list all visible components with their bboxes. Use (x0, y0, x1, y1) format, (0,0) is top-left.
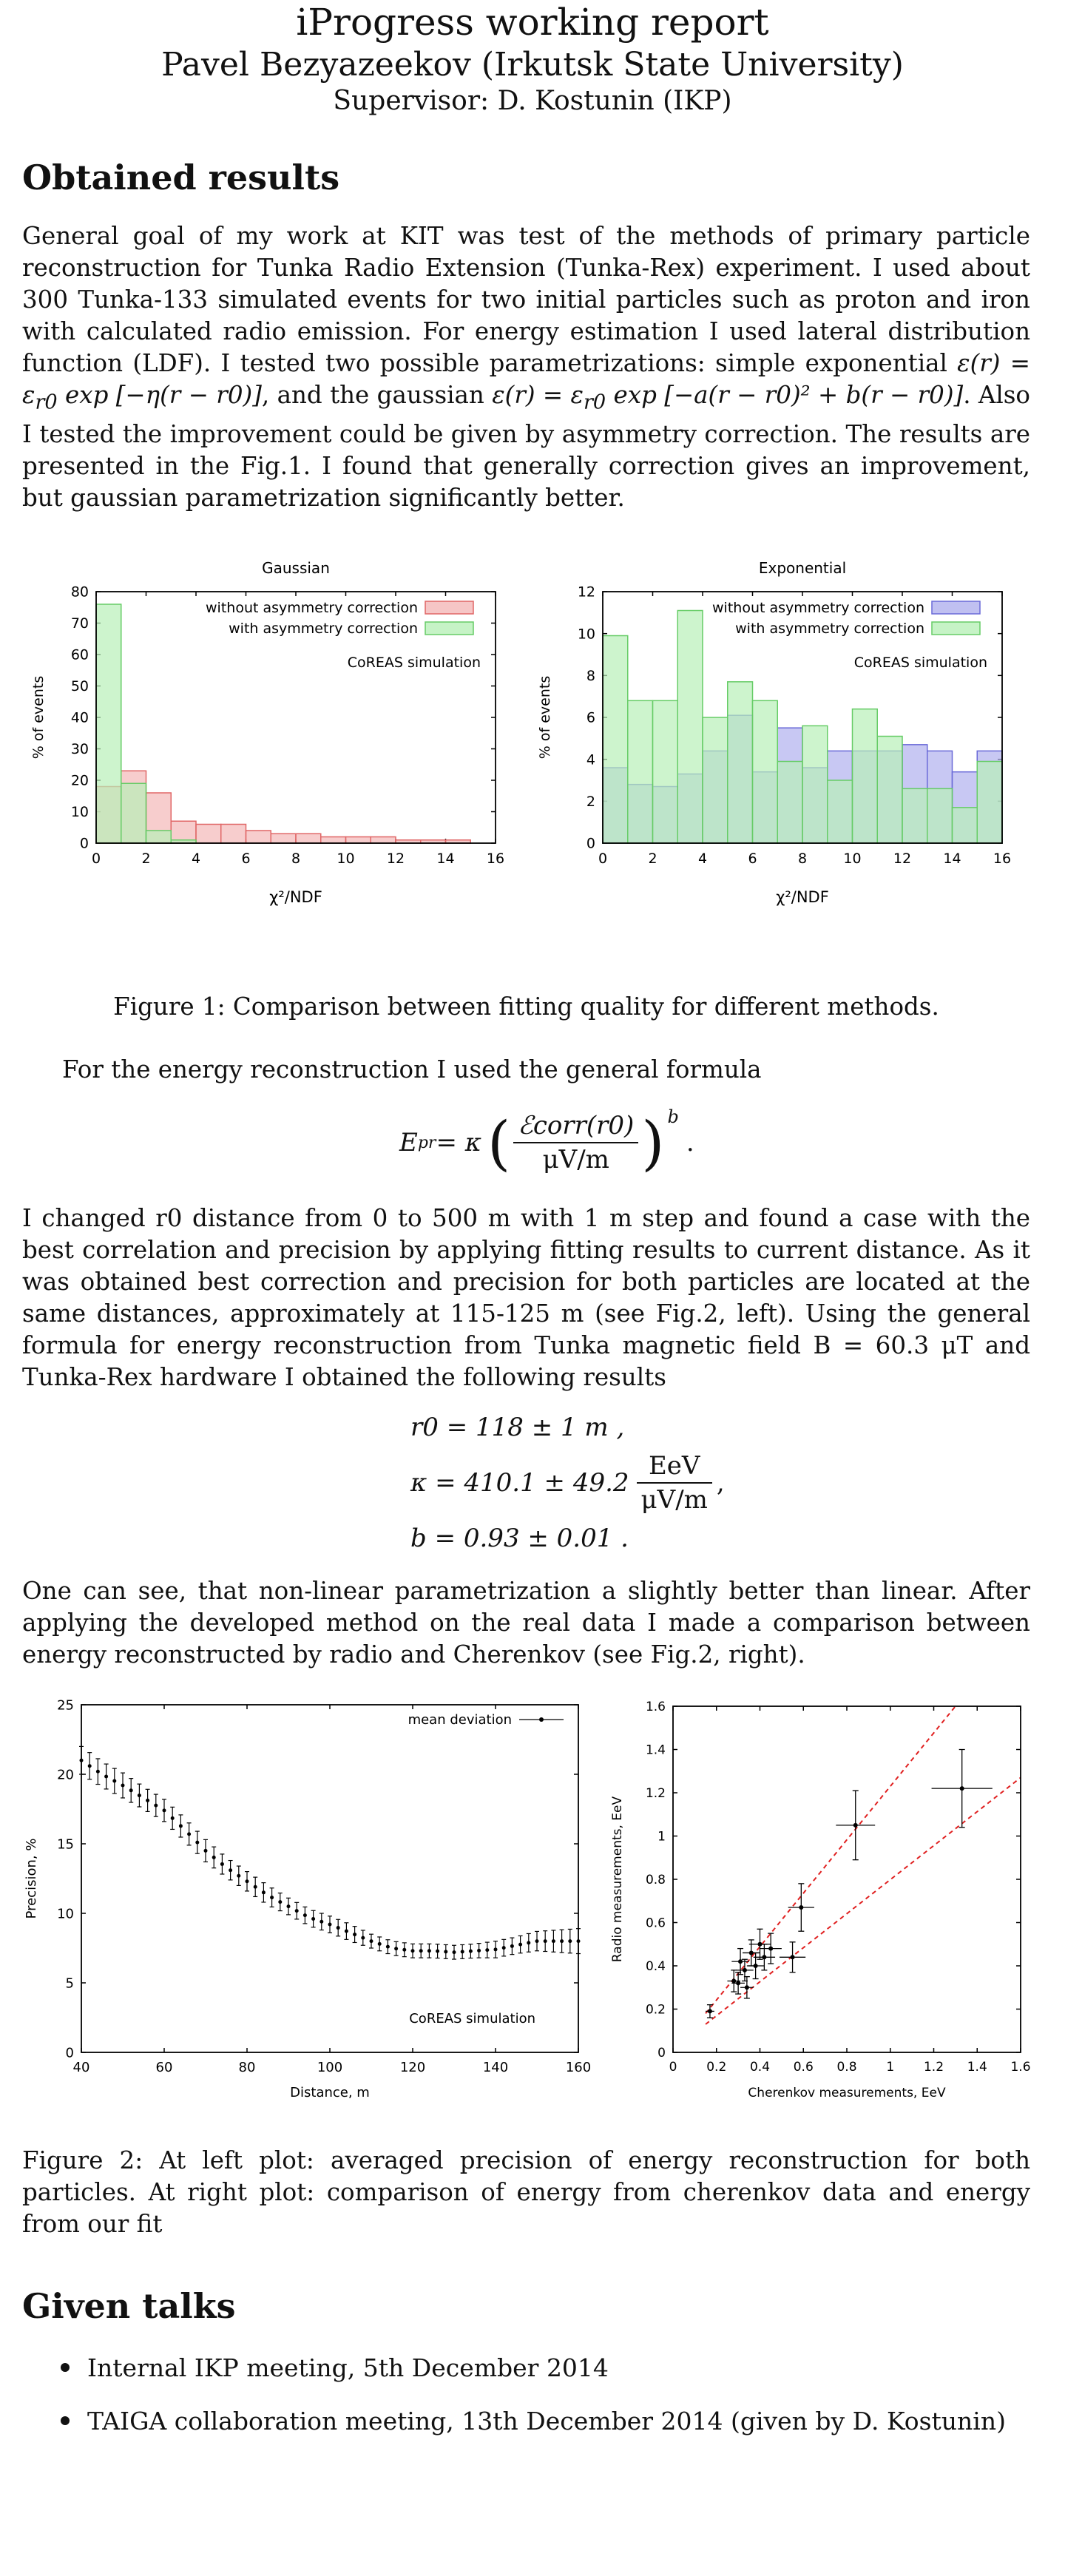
x-tick-label: 0.4 (749, 2060, 771, 2075)
histogram-bar (728, 682, 753, 843)
histogram-bar (221, 825, 246, 844)
x-tick-label: 10 (337, 851, 355, 867)
x-tick-label: 1.2 (923, 2060, 944, 2075)
x-tick-label: 12 (386, 851, 405, 867)
data-point (361, 1936, 365, 1940)
data-point (743, 1968, 747, 1972)
y-tick-label: 5 (65, 1975, 74, 1992)
x-tick-label: 8 (291, 851, 301, 867)
data-point (436, 1950, 439, 1953)
x-axis-label: χ²/NDF (269, 888, 322, 906)
y-tick-label: 1.4 (645, 1742, 666, 1758)
intro-text-a: General goal of my work at KIT was test of the methods of primary particle reconstruction for Tunka Radio Extension (Tunka-Rex) experiment. I used about 300 Tunka-133 simulated events for two initial particles such as proton and iron with calculated radio emission. For energy estimation I used lateral distribution function (LDF). I tested two possible parametrizations: simple exponential (22, 222, 1030, 377)
data-point (278, 1900, 282, 1904)
histogram-bar (877, 737, 902, 844)
histogram-bar (653, 700, 678, 843)
data-point (427, 1949, 431, 1953)
y-tick-label: 30 (70, 741, 89, 758)
data-point (485, 1948, 489, 1952)
data-point (104, 1775, 108, 1779)
chart-title: Exponential (758, 559, 847, 577)
x-tick-label: 1.4 (967, 2060, 987, 2075)
x-tick-label: 0 (91, 851, 101, 867)
x-tick-label: 0.6 (793, 2060, 814, 2075)
intro-text-c: . Also I tested the improvement could be given by asymmetry correction. The results are presented in the Fig.1. I found that generally correction gives an improvement, but gaussian parametrization significantly better. (22, 381, 1030, 512)
data-point (535, 1939, 539, 1943)
energy-fraction: $\frac{\text{ℰcorr(r0)}}{\mu V/m}$ (513, 1111, 638, 1174)
y-tick-label: 10 (577, 626, 595, 643)
legend-label: with asymmetry correction (229, 621, 418, 637)
legend-label: with asymmetry correction (735, 621, 924, 637)
x-tick-label: 16 (993, 851, 1012, 867)
legend-swatch (425, 601, 473, 614)
data-point (303, 1913, 307, 1917)
data-point (262, 1890, 266, 1894)
y-tick-label: 6 (586, 709, 595, 726)
paragraph-formula-intro: For the energy reconstruction I used the general formula (62, 1055, 762, 1084)
y-tick-label: 80 (70, 584, 89, 601)
histogram-bar (96, 604, 121, 843)
chart-title: Gaussian (262, 559, 330, 577)
bullet-icon (61, 2416, 70, 2425)
result-kappa: κ = 410.1 ± 49.2 $\frac{\text{EeV}}{\mu V/m}$ , (410, 1451, 725, 1515)
y-tick-label: 0 (586, 835, 595, 852)
y-tick-label: 10 (57, 1906, 74, 1922)
data-point (146, 1799, 149, 1802)
x-tick-label: 1 (886, 2060, 895, 2075)
author-line: Pavel Bezyazeekov (Irkutsk State University) (161, 46, 904, 84)
legend-label: without asymmetry correction (712, 600, 924, 616)
histogram-bar (371, 837, 396, 844)
x-axis-label: Distance, m (290, 2085, 370, 2100)
y-tick-label: 0 (79, 835, 89, 852)
y-tick-label: 20 (57, 1767, 74, 1783)
y-tick-label: 70 (70, 615, 89, 632)
x-tick-label: 0.8 (836, 2060, 857, 2075)
formula-exponential: $\varepsilon(r) = \varepsilon_{r0}$ exp [−η(r − r0)] (22, 349, 1030, 414)
x-tick-label: 0.2 (706, 2060, 727, 2075)
y-axis-label: Radio measurements, EeV (610, 1796, 625, 1963)
section-heading-talks: Given talks (22, 2286, 236, 2326)
data-point (386, 1945, 390, 1949)
figure-1-caption: Figure 1: Comparison between fitting quality for different methods. (113, 993, 939, 1021)
y-tick-label: 2 (586, 793, 595, 810)
data-point (179, 1824, 183, 1828)
histogram-bar (853, 709, 878, 843)
y-tick-label: 0.4 (645, 1958, 666, 1974)
x-tick-label: 2 (141, 851, 151, 867)
x-tick-label: 40 (72, 2060, 90, 2075)
x-tick-label: 14 (436, 851, 455, 867)
histogram-bar (802, 726, 828, 843)
y-tick-label: 50 (70, 678, 89, 695)
data-point (469, 1950, 473, 1953)
data-point (163, 1808, 166, 1812)
y-tick-label: 1 (657, 1829, 666, 1845)
histogram-bar (977, 762, 1002, 844)
data-point (112, 1779, 116, 1783)
data-point (195, 1841, 199, 1845)
y-tick-label: 0.8 (645, 1872, 666, 1887)
data-point (477, 1949, 481, 1953)
histogram-bar (196, 825, 221, 844)
histogram-bar (628, 700, 653, 843)
chart-annotation: CoREAS simulation (853, 655, 987, 671)
x-tick-label: 10 (843, 851, 862, 867)
data-point (270, 1896, 274, 1899)
data-point (378, 1942, 382, 1946)
histogram-bar (927, 788, 953, 843)
data-point (237, 1874, 240, 1878)
plot-frame (81, 1705, 578, 2052)
data-point (328, 1923, 332, 1927)
histogram-bar (953, 808, 978, 843)
data-point (402, 1948, 406, 1952)
x-tick-label: 4 (191, 851, 201, 867)
data-point (320, 1920, 323, 1924)
data-point (768, 1947, 773, 1951)
energy-formula: E pr = κ ( $\frac{\text{ℰcorr(r0)}}{\mu V/m}$ ) $^b$ . (399, 1106, 694, 1177)
intro-text-b: , and the gaussian (261, 381, 493, 409)
y-tick-label: 1.6 (645, 1699, 666, 1714)
x-axis-label: χ²/NDF (776, 888, 829, 906)
data-point (88, 1764, 92, 1768)
paragraph-method: I changed r0 distance from 0 to 500 m with 1 m step and found a case with the best correlation and precision by applying fitting results to current distance. As it was obtained best correction and precision for both particles are located at the same distances, approximately at 115-125 m (see Fig.2, left). Using the general formula for energy reconstruction from Tunka magnetic field B = 60.3 μT and Tunka-Rex hardware I obtained the following results (22, 1204, 1030, 1391)
x-axis-label: Cherenkov measurements, EeV (748, 2086, 946, 2100)
x-tick-label: 160 (565, 2060, 592, 2075)
data-point (502, 1946, 506, 1950)
histogram-bar (777, 762, 802, 844)
histogram-bar (271, 834, 296, 843)
data-point (138, 1794, 141, 1797)
x-tick-label: 0 (598, 851, 608, 867)
histogram-bar (296, 834, 321, 843)
data-point (394, 1947, 398, 1950)
y-tick-label: 8 (586, 667, 595, 684)
formula-gaussian: $\varepsilon(r) = \varepsilon_{r0}$ exp [−a(r − r0)² + b(r − r0)] (492, 381, 964, 414)
result-r0: r0 = 118 ± 1 m , (410, 1413, 625, 1442)
data-point (204, 1849, 208, 1853)
y-tick-label: 0 (65, 2045, 74, 2061)
histogram-bar (121, 783, 146, 843)
y-tick-label: 60 (70, 646, 89, 663)
data-point (154, 1804, 158, 1808)
y-tick-label: 4 (586, 751, 595, 768)
chart-annotation: CoREAS simulation (409, 2011, 535, 2026)
paragraph-comparison: One can see, that non-linear parametrization a slightly better than linear. After applying the developed method on the real data I made a comparison between energy reconstructed by radio and Cherenkov (see Fig.2, right). (22, 1577, 1030, 1669)
data-point (171, 1816, 175, 1820)
data-point (254, 1885, 257, 1889)
data-point (791, 1955, 795, 1959)
histogram-bar (828, 780, 853, 843)
data-point (370, 1939, 373, 1943)
data-point (544, 1939, 547, 1943)
data-point (411, 1949, 415, 1953)
y-axis-label: % of events (30, 675, 47, 760)
data-point (762, 1955, 766, 1959)
y-tick-label: 20 (70, 772, 89, 789)
data-point (853, 1823, 858, 1828)
data-point (960, 1786, 964, 1791)
data-point (129, 1788, 133, 1792)
y-axis-label: % of events (537, 675, 553, 760)
x-tick-label: 60 (155, 2060, 173, 2075)
plot-frame (673, 1706, 1021, 2052)
figure-2-precision-plot (22, 1690, 599, 2104)
data-point (568, 1939, 572, 1943)
data-point (246, 1879, 249, 1883)
data-point (494, 1947, 498, 1951)
data-point (518, 1943, 522, 1947)
y-tick-label: 0 (657, 2045, 666, 2061)
data-point (220, 1862, 224, 1866)
histogram-bar (146, 831, 172, 843)
talk-item: TAIGA collaboration meeting, 13th December 2014 (given by D. Kostunin) (61, 2405, 1006, 2438)
data-point (453, 1950, 456, 1954)
y-tick-label: 0.6 (645, 1916, 666, 1931)
bullet-icon (61, 2363, 70, 2372)
section-heading-results: Obtained results (22, 158, 340, 197)
data-point (708, 2009, 712, 2013)
data-point (311, 1917, 315, 1921)
legend-swatch (932, 622, 980, 635)
histogram-bar (902, 788, 927, 843)
data-point (799, 1905, 803, 1910)
data-point (527, 1941, 530, 1944)
report-title: iProgress working report (296, 1, 769, 44)
paragraph-intro (22, 220, 1030, 514)
x-tick-label: 120 (399, 2060, 426, 2075)
x-tick-label: 16 (486, 851, 505, 867)
figure-1-exponential-histogram (529, 547, 1021, 924)
histogram-bar (753, 700, 778, 843)
data-point (345, 1930, 348, 1933)
chart-annotation: CoREAS simulation (347, 655, 481, 671)
histogram-bar (346, 837, 371, 844)
x-tick-label: 140 (482, 2060, 509, 2075)
histogram-bar (603, 636, 628, 844)
legend-swatch (932, 601, 980, 614)
figure-2-caption: Figure 2: At left plot: averaged precision of energy reconstruction for both particles. At right plot: comparison of energy from cherenkov data and energy from our fit (22, 2146, 1030, 2238)
y-tick-label: 10 (70, 804, 89, 821)
histogram-bar (677, 611, 703, 844)
result-b: b = 0.93 ± 0.01 . (410, 1524, 629, 1553)
y-tick-label: 25 (57, 1697, 74, 1714)
data-point (212, 1856, 216, 1859)
y-axis-label: Precision, % (24, 1838, 39, 1919)
data-point (444, 1950, 447, 1953)
data-point (731, 1978, 736, 1983)
histogram-bar (321, 837, 346, 844)
legend-label: without asymmetry correction (206, 600, 418, 616)
legend-swatch (425, 622, 473, 635)
data-point (287, 1904, 291, 1908)
data-point (552, 1939, 555, 1943)
legend-label: mean deviation (408, 1712, 512, 1728)
data-point (736, 1981, 740, 1985)
data-point (353, 1933, 356, 1936)
x-tick-label: 80 (238, 2060, 256, 2075)
data-point (96, 1770, 100, 1774)
data-point (738, 1959, 743, 1964)
data-point (461, 1950, 464, 1953)
y-tick-label: 0.2 (645, 2002, 666, 2018)
x-tick-label: 6 (241, 851, 251, 867)
x-tick-label: 8 (797, 851, 808, 867)
x-tick-label: 4 (697, 851, 708, 867)
figure-2-radio-vs-cherenkov-plot (599, 1690, 1043, 2104)
legend-marker (539, 1717, 544, 1722)
x-tick-label: 0 (669, 2060, 677, 2075)
data-point (121, 1784, 125, 1788)
x-tick-label: 6 (748, 851, 757, 867)
data-point (187, 1832, 191, 1836)
y-tick-label: 15 (57, 1836, 74, 1853)
x-tick-label: 2 (648, 851, 657, 867)
x-tick-label: 14 (943, 851, 961, 867)
x-tick-label: 1.6 (1010, 2060, 1031, 2075)
fit-line (706, 1706, 956, 2013)
data-point (745, 1985, 749, 1990)
x-tick-label: 12 (893, 851, 912, 867)
data-point (295, 1909, 299, 1913)
data-point (510, 1944, 514, 1948)
histogram-bar (703, 717, 728, 843)
data-point (419, 1949, 423, 1953)
data-point (229, 1868, 232, 1872)
data-point (560, 1939, 564, 1943)
talk-item: Internal IKP meeting, 5th December 2014 (61, 2352, 609, 2384)
figure-1-gaussian-histogram (22, 547, 514, 924)
y-tick-label: 12 (577, 584, 595, 601)
data-point (337, 1926, 340, 1930)
histogram-bar (246, 831, 271, 843)
data-point (754, 1964, 758, 1968)
y-tick-label: 40 (70, 709, 89, 726)
supervisor-line: Supervisor: D. Kostunin (IKP) (333, 86, 732, 116)
x-tick-label: 100 (317, 2060, 343, 2075)
y-tick-label: 1.2 (645, 1785, 666, 1801)
